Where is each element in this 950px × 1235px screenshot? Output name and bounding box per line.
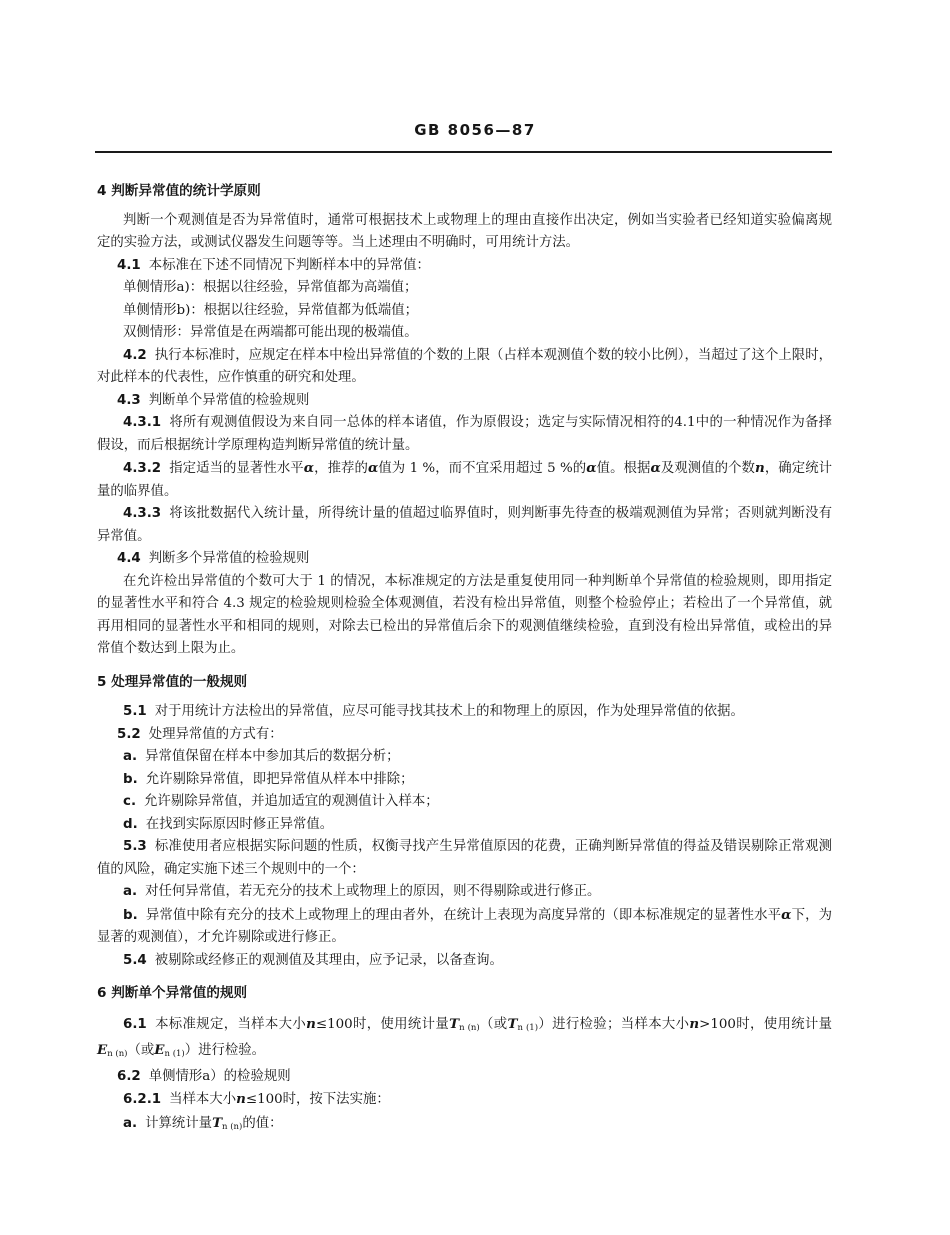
t-symbol: T — [449, 1015, 460, 1032]
clause-5-2-a — [97, 746, 832, 769]
clause-text: 本标准在下述不同情况下判断样本中的异常值： — [148, 257, 430, 273]
clause-text: （或 — [479, 1016, 508, 1032]
clause-4-3-3 — [97, 503, 832, 548]
item-text: 的值： — [242, 1115, 283, 1131]
e-symbol: E — [97, 1042, 108, 1058]
header-rule — [95, 151, 832, 153]
clause-number: 4.3.2 — [123, 461, 162, 476]
n-symbol: n — [755, 460, 765, 476]
item-text: 允许剔除异常值，即把异常值从样本中排除； — [145, 771, 414, 787]
clause-text: 指定适当的显著性水平 — [169, 461, 304, 476]
clause-4-3-2 — [97, 457, 832, 503]
alpha-symbol: α — [367, 460, 379, 476]
clause-text: 单侧情形a）的检验规则 — [148, 1068, 291, 1084]
n-symbol: n — [689, 1015, 700, 1032]
item-letter: b. — [123, 771, 138, 787]
t-subscript: n (n) — [459, 1022, 480, 1033]
item-text: 允许剔除异常值，并追加适宜的观测值计入样本； — [144, 794, 439, 809]
clause-text: ）进行检验。 — [184, 1043, 266, 1058]
item-text: 异常值中除有充分的技术上或物理上的理由者外，在统计上表现为高度异常的（即本标准规定的显著性水平 — [145, 907, 782, 923]
clause-text: 被剔除或经修正的观测值及其理由，应予记录，以备查询。 — [154, 952, 503, 968]
n-symbol: n — [236, 1091, 246, 1107]
alpha-symbol: α — [303, 460, 315, 476]
item-text: 异常值保留在样本中参加其后的数据分析； — [145, 749, 400, 764]
clause-text: 处理异常值的方式有： — [148, 726, 283, 742]
clause-4-4 — [97, 548, 832, 571]
clause-5-2 — [97, 724, 832, 747]
clause-text: 判断单个异常值的检验规则 — [148, 392, 310, 408]
clause-text: 值。根据 — [596, 461, 651, 476]
clause-text: ，确定统计量的临界值。 — [97, 461, 833, 499]
clause-text: 判断多个异常值的检验规则 — [148, 551, 310, 566]
clause-text: 标准使用者应根据实际问题的性质，权衡寻找产生异常值原因的花费，正确判断异常值的得益及错误剔除正常观测值的风险，确定实施下述三个规则中的一个： — [97, 839, 832, 877]
clause-number: 5.3 — [123, 839, 147, 854]
clause-text: 当样本大小 — [169, 1092, 237, 1107]
clause-number: 6.1 — [123, 1016, 147, 1032]
clause-text: ≤100时，按下法实施： — [245, 1092, 390, 1107]
alpha-symbol: α — [781, 906, 792, 923]
clause-text: 将该批数据代入统计量，所得统计量的值超过临界值时，则判断事先待查的极端观测值为异常；否则就判断没有异常值。 — [97, 506, 832, 544]
clause-number: 4.1 — [117, 257, 141, 273]
clause-6-2-1-a — [97, 1112, 832, 1139]
t-symbol: T — [507, 1015, 518, 1032]
item-text: 下，为显著的观测值），才允许剔除或进行修正。 — [97, 907, 833, 945]
clause-5-2-c — [97, 791, 832, 814]
item-letter: b. — [123, 907, 138, 923]
clause-text: 将所有观测值假设为来自同一总体的样本诸值，作为原假设；选定与实际情况相符的4.1中的一种情况作为备择假设，而后根据统计学原理构造判断异常值的统计量。 — [97, 415, 832, 453]
clause-4-4-body: 在允许检出异常值的个数可大于 1 的情况，本标准规定的方法是重复使用同一种判断单个异常值的检验规则，即用指定的显著性水平和符合 4.3 规定的检验规则检验全体观测值，若没有检出异常值，则整个检验停止；若检出了一个异常值，就再用相同的显著性水平和相同的规则，对除去已检出的异常值后余下的观测值继续检验，直到没有检出异常值，或检出的异常值个数达到上限为止。 — [97, 573, 832, 656]
clause-6-2 — [97, 1066, 832, 1089]
e-subscript: n (n) — [107, 1049, 128, 1059]
item-letter: a. — [123, 749, 138, 764]
item-text: 计算统计量 — [145, 1115, 213, 1131]
n-symbol: n — [306, 1015, 316, 1032]
clause-number: 5.2 — [117, 726, 141, 742]
clause-text: >100时，使用统计量 — [699, 1016, 833, 1032]
item-text: 在找到实际原因时修正异常值。 — [145, 816, 334, 832]
clause-5-2-b — [97, 769, 832, 792]
clause-text: ≤100时，使用统计量 — [315, 1016, 450, 1032]
section-6-title: 6 判断单个异常值的规则 — [97, 985, 248, 1001]
item-letter: d. — [123, 816, 138, 832]
clause-5-2-d — [97, 814, 832, 837]
item-letter: a. — [123, 1115, 138, 1131]
clause-text: 执行本标准时，应规定在样本中检出异常值的个数的上限（占样本观测值个数的较小比例），当超过了这个上限时，对此样本的代表性，应作慎重的研究和处理。 — [97, 347, 832, 385]
clause-text: 本标准规定，当样本大小 — [154, 1016, 307, 1032]
clause-4-3-1 — [97, 412, 832, 457]
clause-5-1 — [97, 701, 832, 724]
item-letter: c. — [123, 794, 137, 809]
t-subscript: n (1) — [517, 1022, 539, 1033]
clause-5-3 — [97, 836, 832, 881]
clause-5-4 — [97, 950, 832, 973]
clause-4-1 — [97, 255, 832, 278]
clause-5-3-a — [97, 881, 832, 904]
case-one-sided-a: 单侧情形a)：根据以往经验，异常值都为高端值； — [123, 280, 418, 295]
item-text: 对任何异常值，若无充分的技术上或物理上的原因，则不得剔除或进行修正。 — [145, 884, 601, 899]
clause-text: ）进行检验；当样本大小 — [538, 1016, 690, 1032]
clause-text: 值为 1 %，而不宜采用超过 5 %的 — [378, 461, 587, 476]
clause-6-2-1 — [97, 1088, 832, 1112]
clause-text: 及观测值的个数 — [660, 461, 756, 476]
page-header: GB 8056—87 — [414, 121, 536, 139]
clause-4-2 — [97, 345, 832, 390]
item-letter: a. — [123, 884, 138, 899]
clause-6-1 — [97, 1013, 832, 1066]
clause-5-3-b — [97, 904, 832, 950]
clause-number: 4.4 — [117, 551, 141, 566]
clause-number: 4.2 — [123, 347, 147, 363]
clause-number: 4.3.1 — [123, 415, 162, 430]
section-5-title: 5 处理异常值的一般规则 — [97, 673, 248, 690]
clause-number: 4.3.3 — [123, 506, 162, 521]
case-two-sided: 双侧情形：异常值是在两端都可能出现的极端值。 — [123, 325, 418, 340]
t-subscript: n (n) — [222, 1121, 243, 1132]
clause-text: 对于用统计方法检出的异常值，应尽可能寻找其技术上的和物理上的原因，作为处理异常值的依据。 — [154, 704, 744, 719]
alpha-symbol: α — [586, 460, 597, 476]
clause-4-3 — [97, 390, 832, 413]
clause-text: ，推荐的 — [314, 461, 368, 476]
clause-text: （或 — [127, 1043, 155, 1058]
clause-number: 4.3 — [117, 392, 141, 408]
section-4-intro: 判断一个观测值是否为异常值时，通常可根据技术上或物理上的理由直接作出决定，例如当实验者已经知道实验偏离规定的实验方法，或测试仪器发生问题等等。当上述理由不明确时，可用统计方法。 — [97, 212, 832, 250]
clause-number: 6.2 — [117, 1068, 141, 1084]
case-one-sided-b: 单侧情形b)：根据以往经验，异常值都为低端值； — [123, 302, 418, 318]
clause-number: 5.4 — [123, 952, 147, 968]
clause-number: 6.2.1 — [123, 1092, 162, 1107]
e-subscript: n (1) — [164, 1049, 185, 1059]
alpha-symbol: α — [650, 460, 661, 476]
e-symbol: E — [154, 1042, 165, 1058]
section-4-title: 4 判断异常值的统计学原则 — [97, 183, 261, 199]
clause-number: 5.1 — [123, 704, 147, 719]
t-symbol: T — [212, 1114, 223, 1131]
document-body — [97, 176, 832, 1138]
